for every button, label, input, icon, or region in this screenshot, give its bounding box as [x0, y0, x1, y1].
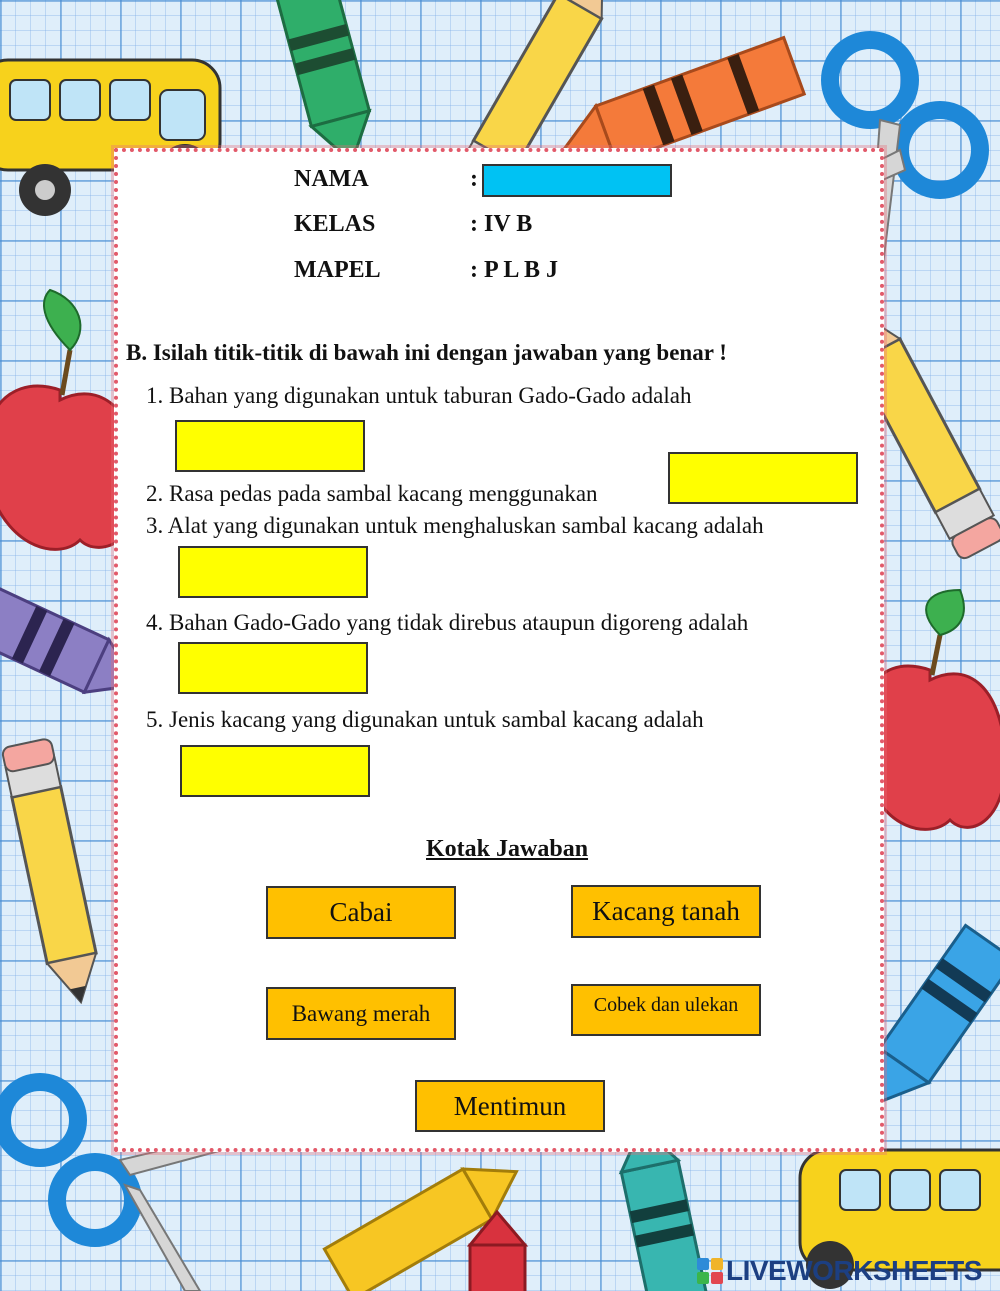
nama-colon: : — [470, 166, 478, 192]
question-4: 4. Bahan Gado-Gado yang tidak direbus ataupun digoreng adalah — [146, 610, 749, 635]
answer-box-title: Kotak Jawaban — [426, 836, 589, 862]
answer-chip-bawang-merah[interactable]: Bawang merah — [266, 987, 456, 1040]
kelas-label: KELAS — [294, 211, 376, 237]
answer-chip-mentimun[interactable]: Mentimun — [415, 1080, 605, 1132]
question-3: 3. Alat yang digunakan untuk menghaluskan sambal kacang adalah — [146, 513, 764, 538]
liveworksheets-logo — [697, 1254, 997, 1288]
liveworksheets-logo-text: LIVEWORKSHEETS — [726, 1255, 982, 1286]
answer-drop-zone-5[interactable] — [180, 745, 370, 797]
answer-drop-zone-4[interactable] — [178, 642, 368, 694]
instruction-text: B. Isilah titik-titik di bawah ini dengan jawaban yang benar ! — [126, 340, 727, 365]
kelas-value: : IV B — [470, 211, 533, 237]
mapel-label: MAPEL — [294, 257, 381, 283]
name-input[interactable] — [482, 164, 672, 197]
answer-drop-zone-1[interactable] — [175, 420, 365, 472]
answer-chip-cobek-dan-ulekan[interactable]: Cobek dan ulekan — [571, 984, 761, 1036]
nama-label: NAMA — [294, 166, 369, 192]
answer-chip-kacang-tanah[interactable]: Kacang tanah — [571, 885, 761, 938]
answer-drop-zone-3[interactable] — [178, 546, 368, 598]
mapel-value: : P L B J — [470, 257, 559, 283]
pencil-icon — [1, 738, 105, 1008]
question-1: 1. Bahan yang digunakan untuk taburan Gado-Gado adalah — [146, 383, 692, 408]
liveworksheets-logo-icon — [697, 1258, 723, 1284]
answer-drop-zone-2[interactable] — [668, 452, 858, 504]
question-5: 5. Jenis kacang yang digunakan untuk sambal kacang adalah — [146, 707, 704, 732]
question-2: 2. Rasa pedas pada sambal kacang menggunakan — [146, 481, 598, 506]
crayon-icon — [273, 0, 381, 170]
answer-chip-cabai[interactable]: Cabai — [266, 886, 456, 939]
